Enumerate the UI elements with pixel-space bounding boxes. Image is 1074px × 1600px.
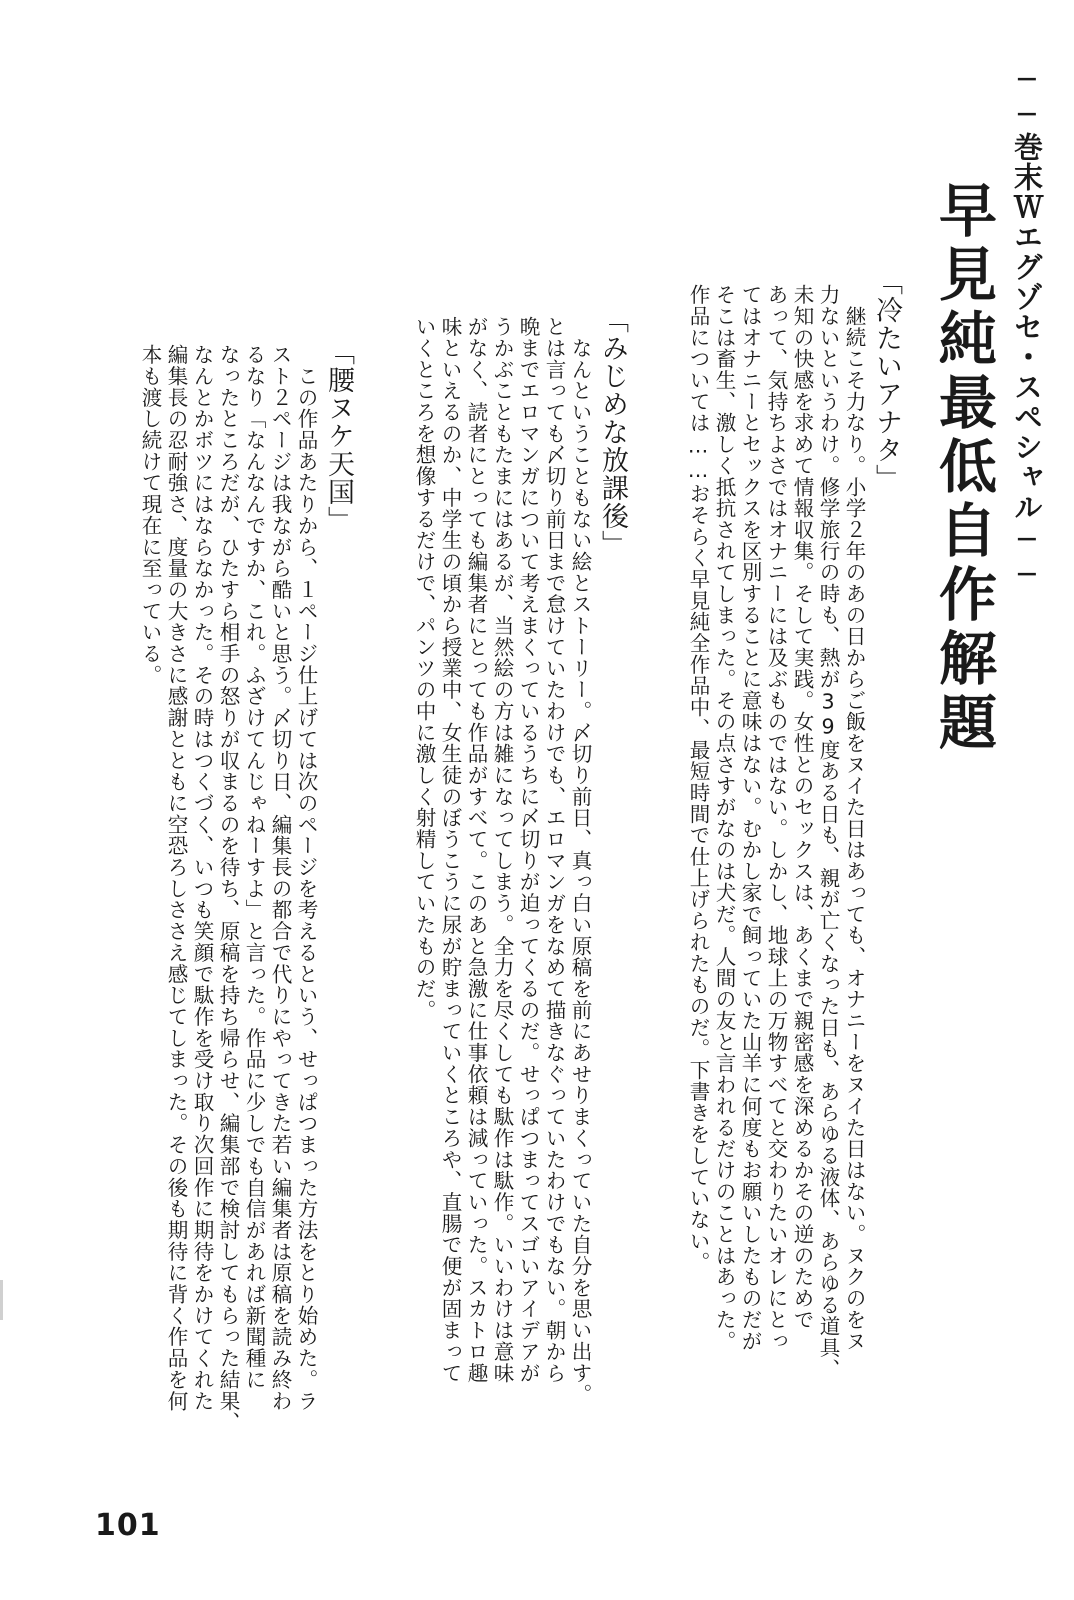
section-1-line: てはオナニーとセックスを区別することに意味はない。むかし家で飼っていた山羊に何度もお願いしたものだが bbox=[738, 284, 762, 1352]
page-number: 101 bbox=[95, 1508, 161, 1543]
section-3-line: なんとかボツにはならなかった。その時はつくづく、いつも笑顔で駄作を受け取り次回作に期待をかけてくれた bbox=[190, 344, 214, 1412]
section-3-line: なったところだが、ひたすら相手の怒りが収まるのを待ち、原稿を持ち帰らせ、編集部で検討してもらった結果、 bbox=[216, 344, 240, 1433]
section-3-line: 本も渡し続けて現在に至っている。 bbox=[138, 344, 162, 686]
section-2-line: 晩までエロマンガについて考えまくっているうちに〆切りが迫ってくるのだ。せっぱつまってスゴいアイデアが bbox=[516, 316, 540, 1384]
section-1-line: 作品については……おそらく早見純全作品中、最短時間で仕上げられたものだ。下書きをしていない。 bbox=[686, 284, 710, 1273]
section-1-line: あって、気持ちよさではオナニーには及ぶものではない。しかし、地球上の万物すべてと交わりたいオレにとっ bbox=[764, 284, 788, 1352]
section-3-line: 編集長の忍耐強さ、度量の大きさに感謝とともに空恐ろしささえ感じてしまった。その後も期待に背く作品を何 bbox=[164, 344, 188, 1412]
scan-edge-mark bbox=[0, 1280, 3, 1320]
page-title: 早見純最低自作解題 bbox=[929, 180, 997, 756]
section-2-line: とは言っても〆切り前日まで怠けていたわけでも、エロマンガをなめて描きなぐっていたわけでもない。朝から bbox=[542, 316, 566, 1384]
section-3-line: この作品あたりから、１ページ仕上げては次のページを考えるという、せっぱつまった方法をとり始めた。ラ bbox=[294, 344, 318, 1412]
section-3-line: るなり「なんなんですか、これ。ふざけてんじゃねーすよ」と言った。作品に少しでも自信があれば新聞種に bbox=[242, 344, 266, 1391]
section-heading-koshinuke-tengoku: 「腰ヌケ天国」 bbox=[323, 338, 354, 534]
section-1-line: 力ないというわけ。修学旅行の時も、熱が39度ある日も、親が亡くなった日も、あらゆる液体、あらゆる道具、 bbox=[816, 284, 840, 1380]
section-2-line: がなく、読者にとっても編集者にとっても作品がすべて。このあと急激に仕事依頼は減っていった。スカトロ趣 bbox=[464, 316, 488, 1384]
section-1-line: 未知の快感を求めて情報収集。そして実践。女性とのセックスは、あくまで親密感を深めるかその逆のためで bbox=[790, 284, 814, 1331]
section-heading-mijime-na-houkago: 「みじめな放課後」 bbox=[597, 306, 628, 558]
section-2-line: 味といえるのか、中学生の頃から授業中、女生徒のぼうこうに尿が貯まっていくところや、直腸で便が固まって bbox=[438, 316, 462, 1384]
subtitle: ──巻末Ｗエグゾセ・スペシャル── bbox=[1010, 62, 1044, 592]
section-2-line: うかぶこともたまにはあるが、当然絵の方は雑になってしまう。全力を尽くしても駄作は駄作。いいわけは意味 bbox=[490, 316, 514, 1384]
section-1-line: そこは畜生、激しく抵抗されてしまった。その点さすがなのは犬だ。人間の友と言われるだけのことはあった。 bbox=[712, 284, 736, 1352]
section-3-line: スト２ページは我ながら酷いと思う。〆切り日、編集長の都合で代りにやってきた若い編集者は原稿を読み終わ bbox=[268, 344, 292, 1412]
section-heading-tsumetai-anata: 「冷たいアナタ」 bbox=[871, 268, 902, 492]
section-2-line: なんということもない絵とストーリー。〆切り前日、真っ白い原稿を前にあせりまくっていた自分を思い出す。 bbox=[568, 316, 592, 1405]
section-1-line: 継続こそ力なり。小学２年のあの日からご飯をヌイた日はあっても、オナニーをヌイた日はない。ヌクのをヌ bbox=[842, 284, 866, 1352]
section-2-line: いくところを想像するだけで、パンツの中に激しく射精していたものだ。 bbox=[412, 316, 436, 1021]
